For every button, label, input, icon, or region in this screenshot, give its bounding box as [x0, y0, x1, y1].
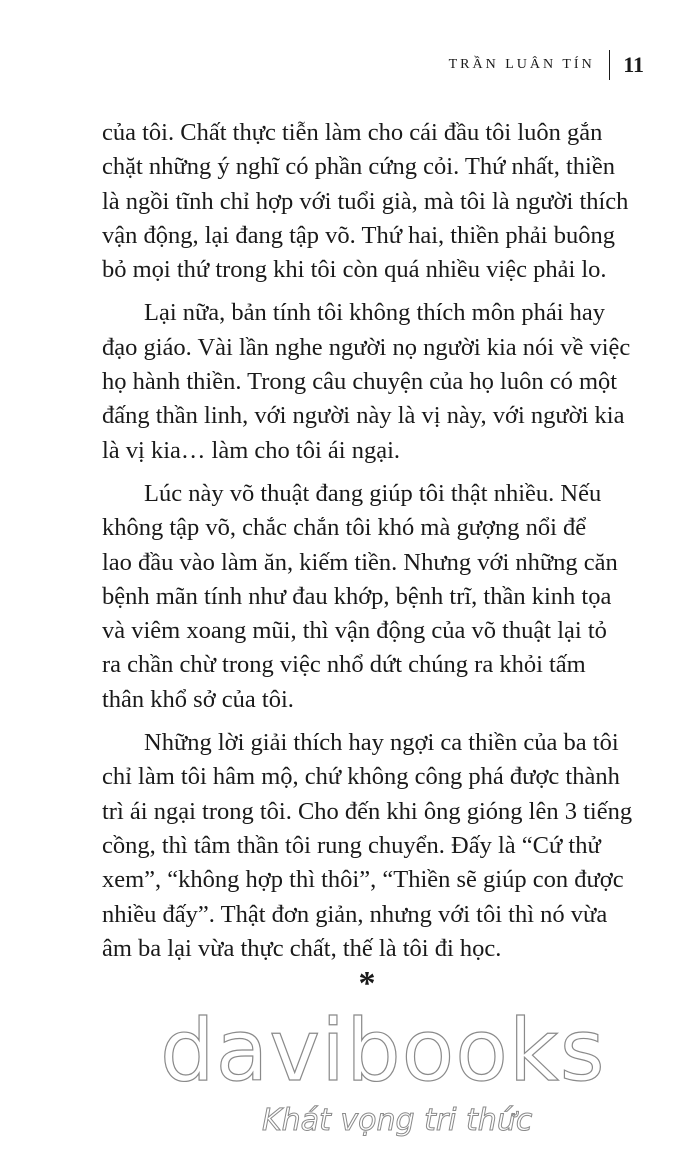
paragraph-3: [102, 477, 634, 717]
text-line: bệnh mãn tính như đau khớp, bệnh trĩ, thần kinh tọa: [102, 582, 612, 610]
text-line: Lúc này võ thuật đang giúp tôi thật nhiều. Nếu: [144, 479, 602, 507]
running-head-author: TRẦN LUÂN TÍN: [448, 57, 595, 72]
text-line: lao đầu vào làm ăn, kiếm tiền. Nhưng với những căn: [102, 548, 618, 576]
text-line: chặt những ý nghĩ có phần cứng cỏi. Thứ nhất, thiền: [102, 153, 615, 181]
text-line: đạo giáo. Vài lần nghe người nọ người kia nói về việc: [102, 333, 631, 361]
paragraph-2: [102, 296, 634, 467]
section-separator: *: [358, 965, 376, 1002]
text-line: chỉ làm tôi hâm mộ, chứ không công phá được thành: [102, 763, 620, 791]
text-line: không tập võ, chắc chắn tôi khó mà gượng nổi để: [102, 514, 587, 542]
text-line: là ngồi tĩnh chỉ hợp với tuổi già, mà tôi là người thích: [102, 187, 629, 215]
page-number: 11: [623, 52, 644, 77]
running-head: [449, 50, 644, 80]
text-line: cồng, thì tâm thần tôi rung chuyển. Đấy là “Cứ thử: [102, 831, 601, 859]
watermark-logo: davibooks: [160, 1001, 606, 1101]
text-line: thân khổ sở của tôi.: [102, 685, 294, 713]
text-line: nhiều đấy”. Thật đơn giản, nhưng với tôi thì nó vừa: [102, 900, 608, 928]
text-line: bỏ mọi thứ trong khi tôi còn quá nhiều việc phải lo.: [102, 256, 607, 284]
body-text: [102, 116, 634, 975]
text-line: âm ba lại vừa thực chất, thế là tôi đi học.: [102, 934, 502, 962]
watermark-tagline: Khát vọng tri thức: [262, 1103, 533, 1138]
text-line: ra chần chừ trong việc nhổ dứt chúng ra khỏi tấm: [102, 651, 586, 679]
text-line: vận động, lại đang tập võ. Thứ hai, thiền phải buông: [102, 221, 615, 249]
text-line: trì ái ngại trong tôi. Cho đến khi ông gióng lên 3 tiếng: [102, 797, 633, 825]
text-line: họ hành thiền. Trong câu chuyện của họ luôn có một: [102, 368, 618, 396]
paragraph-4: [102, 726, 634, 966]
header-divider: [609, 50, 611, 80]
text-line: của tôi. Chất thực tiễn làm cho cái đầu tôi luôn gắn: [102, 119, 603, 146]
text-line: và viêm xoang mũi, thì vận động của võ thuật lại tỏ: [102, 617, 607, 645]
paragraph-1: [102, 116, 634, 287]
text-line: xem”, “không hợp thì thôi”, “Thiền sẽ giúp con được: [102, 866, 624, 894]
text-line: Lại nữa, bản tính tôi không thích môn phái hay: [144, 299, 606, 327]
text-line: đấng thần linh, với người này là vị này, với người kia: [102, 402, 625, 430]
text-line: Những lời giải thích hay ngợi ca thiền của ba tôi: [144, 729, 619, 757]
text-line: là vị kia… làm cho tôi ái ngại.: [102, 436, 401, 464]
